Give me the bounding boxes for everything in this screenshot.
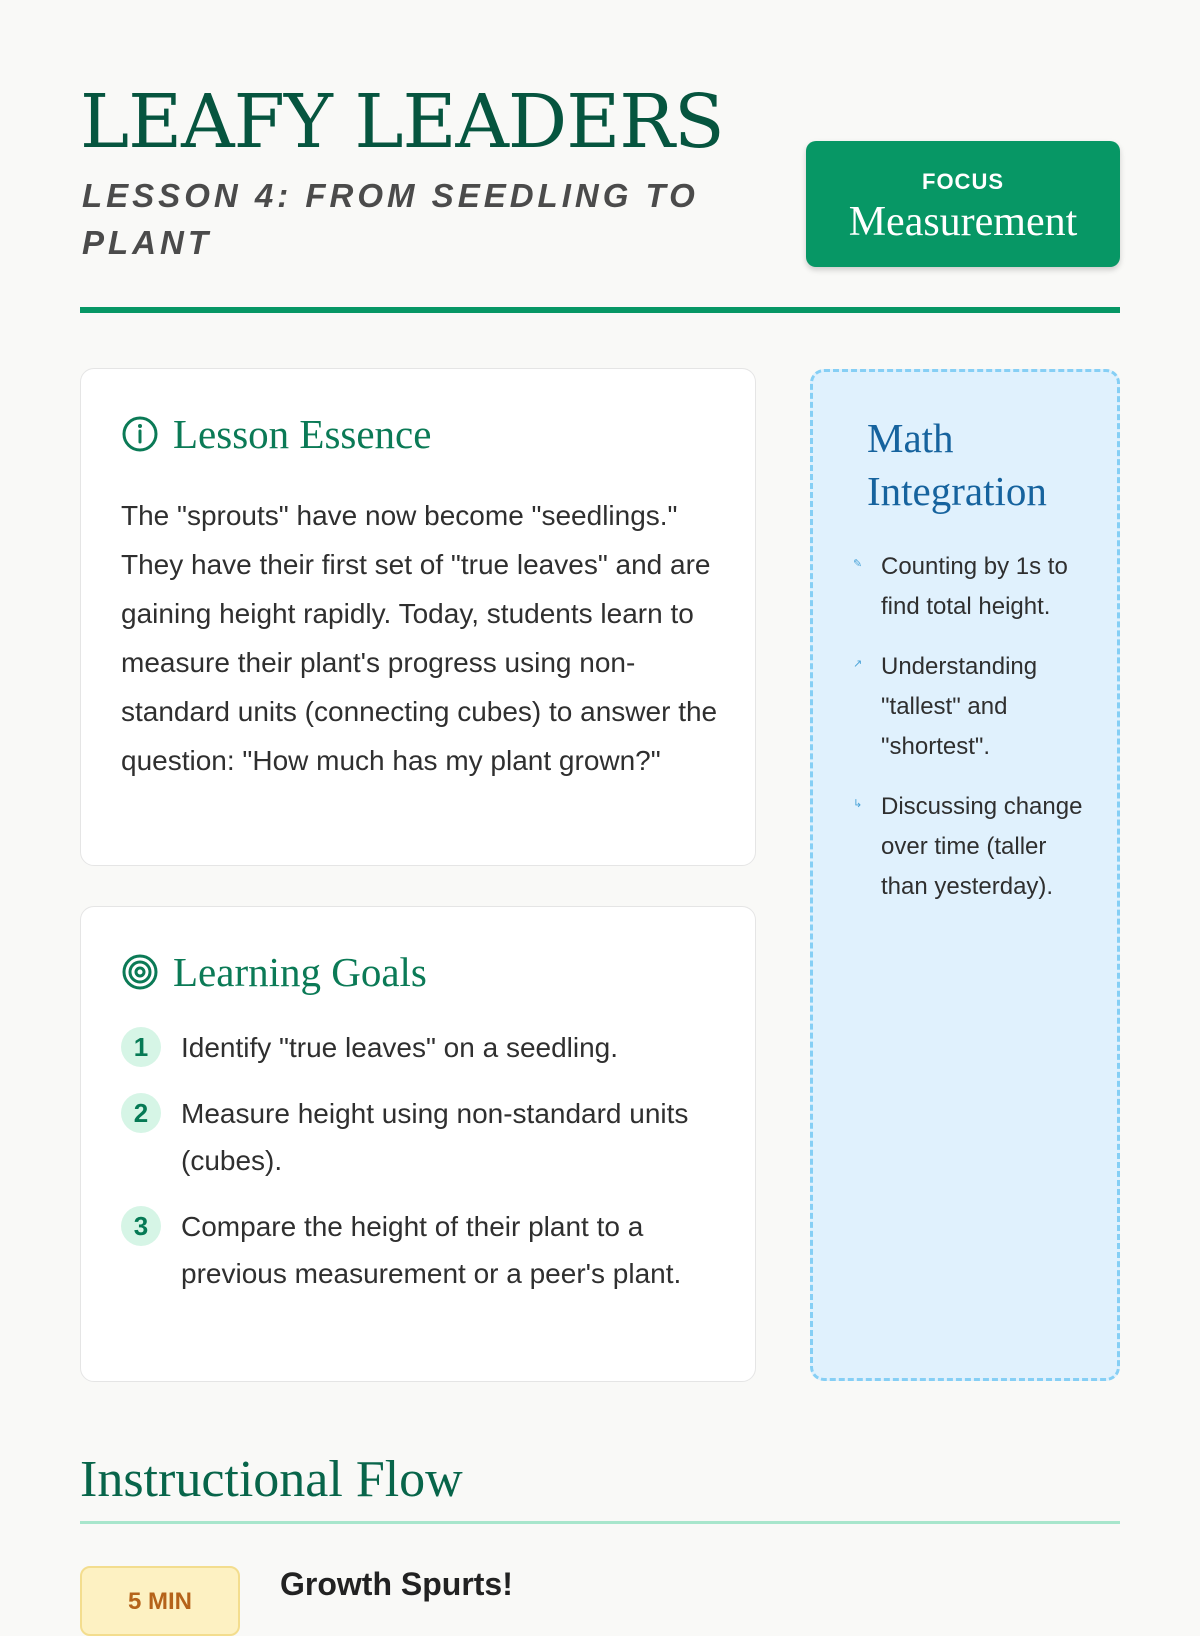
goal-item xyxy=(121,1090,701,1184)
step-time-badge: 5 MIN xyxy=(80,1566,240,1636)
goal-number: 2 xyxy=(121,1093,161,1133)
math-item xyxy=(853,547,1083,627)
learning-goals-header xyxy=(121,947,427,997)
lesson-subtitle: LESSON 4: FROM SEEDLING TO PLANT xyxy=(82,177,699,261)
goal-item xyxy=(121,1203,701,1297)
math-list xyxy=(853,547,1083,927)
info-icon xyxy=(121,415,159,453)
math-integration-heading: Math Integration xyxy=(867,415,1047,514)
focus-label: FOCUS xyxy=(922,169,1004,194)
math-integration-panel xyxy=(810,369,1120,1381)
target-icon xyxy=(121,953,159,991)
math-item-text: Discussing change over time (taller than yesterday). xyxy=(881,793,1083,900)
arrow-up-icon: ↗ xyxy=(853,657,863,670)
goal-item xyxy=(121,1024,701,1071)
math-item xyxy=(853,787,1083,907)
page-title: LEAFY LEADERS xyxy=(80,79,724,165)
instructional-flow-heading: Instructional Flow xyxy=(80,1451,463,1508)
header-divider xyxy=(80,307,1120,313)
goal-number: 3 xyxy=(121,1206,161,1246)
lesson-essence-header xyxy=(121,409,431,459)
goals-list xyxy=(121,1024,701,1316)
lesson-essence-heading: Lesson Essence xyxy=(173,411,432,457)
goal-text: Measure height using non-standard units (cubes). xyxy=(181,1098,689,1176)
math-item-text: Counting by 1s to find total height. xyxy=(881,553,1068,620)
lesson-essence-card xyxy=(80,368,756,866)
lesson-essence-text: The "sprouts" have now become "seedlings." They have their first set of "true leaves" and are gaining height rapidly. Today, students learn to measure their plant's progress using non-standard units (connecting cubes) to answer the question: "How much has my plant grown?" xyxy=(121,500,718,776)
focus-badge xyxy=(806,141,1120,267)
goal-number: 1 xyxy=(121,1027,161,1067)
goal-text: Compare the height of their plant to a previous measurement or a peer's plant. xyxy=(181,1211,682,1289)
ruler-icon: ✎ xyxy=(853,557,863,570)
goal-text: Identify "true leaves" on a seedling. xyxy=(181,1032,619,1063)
learning-goals-heading: Learning Goals xyxy=(173,949,427,995)
math-item xyxy=(853,647,1083,767)
flow-divider xyxy=(80,1521,1120,1524)
learning-goals-card xyxy=(80,906,756,1382)
step-title: Growth Spurts! xyxy=(280,1566,513,1602)
focus-value: Measurement xyxy=(848,199,1078,245)
chart-icon: ↳ xyxy=(853,797,863,810)
math-item-text: Understanding "tallest" and "shortest". xyxy=(881,653,1038,760)
